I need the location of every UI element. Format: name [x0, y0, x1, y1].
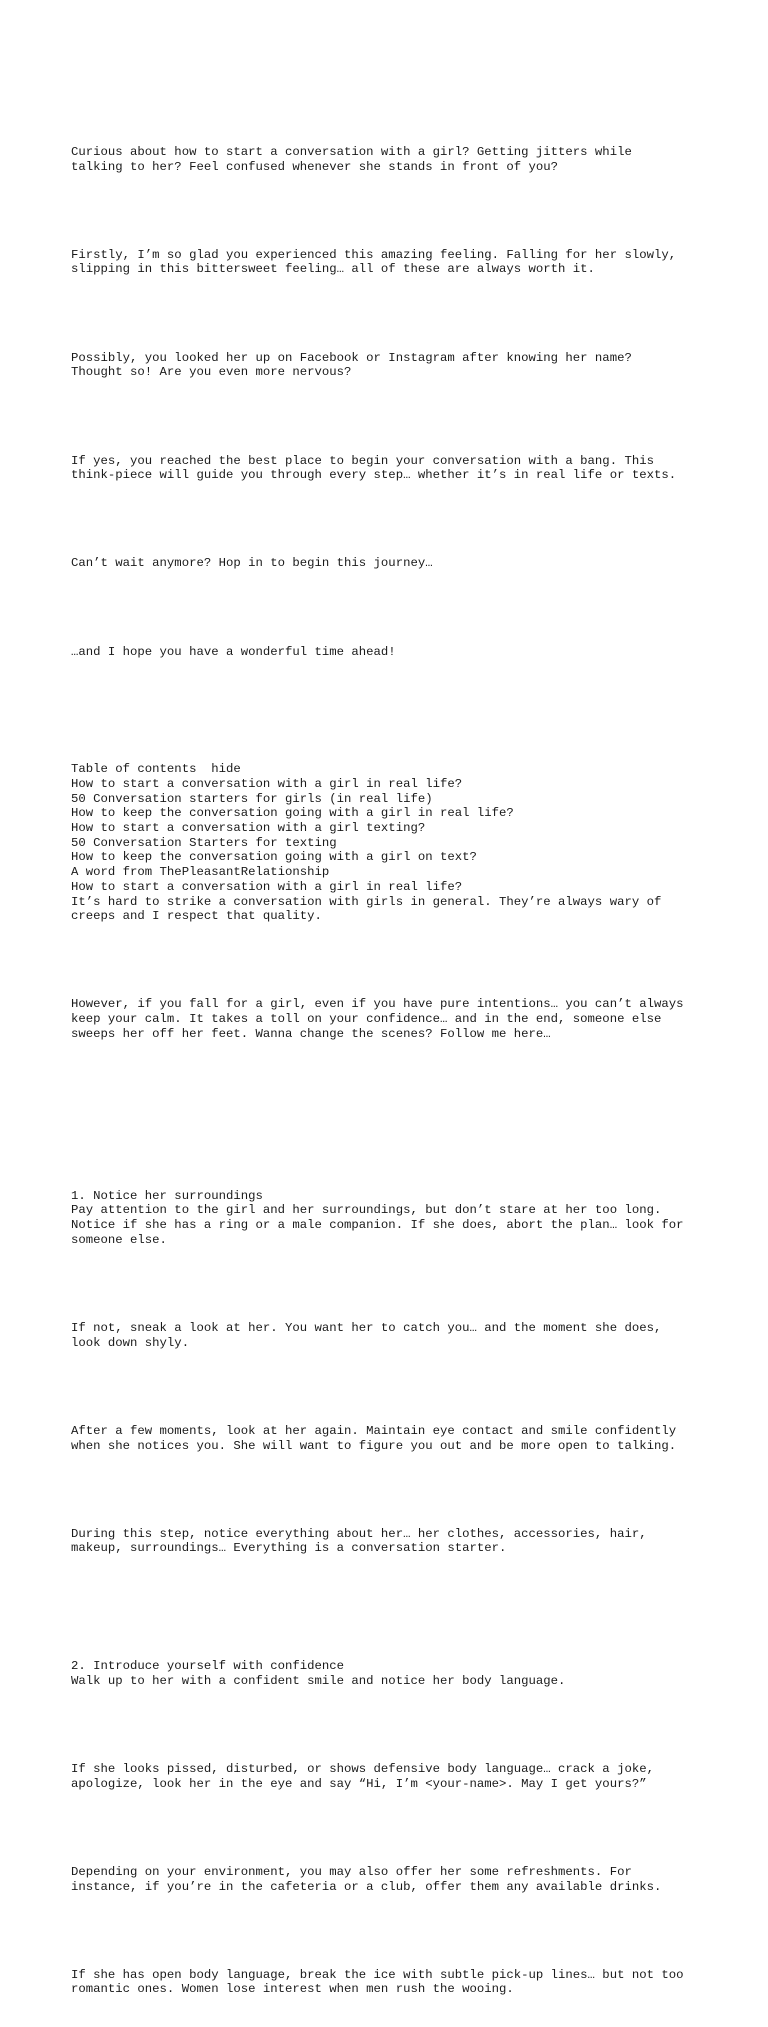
- toc-item[interactable]: A word from ThePleasantRelationship: [71, 865, 330, 880]
- text-line: someone else.: [71, 1232, 167, 1247]
- intro-paragraph: [71, 351, 731, 380]
- step-block: [71, 1189, 731, 1248]
- intro-paragraph: [71, 556, 731, 571]
- text-line: makeup, surroundings… Everything is a conversation starter.: [71, 1541, 507, 1556]
- text-line: Thought so! Are you even more nervous?: [71, 365, 352, 380]
- step-paragraph: [71, 1527, 731, 1556]
- text-line: If yes, you reached the best place to begin your conversation with a bang. This: [71, 453, 654, 468]
- text-line: After a few moments, look at her again. Maintain eye contact and smile confidently: [71, 1423, 677, 1438]
- intro-paragraph: [71, 645, 731, 660]
- step-paragraph: [71, 1968, 731, 1997]
- intro-paragraph: [71, 145, 731, 174]
- text-line: creeps and I respect that quality.: [71, 909, 322, 924]
- text-line: Walk up to her with a confident smile and notice her body language.: [71, 1673, 566, 1688]
- step-paragraph: [71, 1865, 731, 1894]
- text-line: If she has open body language, break the ice with subtle pick-up lines… but not too: [71, 1967, 684, 1982]
- toc-item[interactable]: How to keep the conversation going with a girl on text?: [71, 850, 477, 865]
- intro-paragraph: [71, 248, 731, 277]
- toc-item[interactable]: How to keep the conversation going with a girl in real life?: [71, 806, 514, 821]
- text-line: Pay attention to the girl and her surroundings, but don’t stare at her too long.: [71, 1203, 662, 1218]
- text-line: think-piece will guide you through every step… whether it’s in real life or texts.: [71, 468, 677, 483]
- text-line: talking to her? Feel confused whenever she stands in front of you?: [71, 159, 559, 174]
- toc-title: Table of contents hide: [71, 762, 241, 777]
- section-heading: How to start a conversation with a girl in real life?: [71, 879, 463, 894]
- text-line: romantic ones. Women lose interest when men rush the wooing.: [71, 1982, 514, 1997]
- toc-item[interactable]: How to start a conversation with a girl in real life?: [71, 776, 463, 791]
- text-line: slipping in this bittersweet feeling… all of these are always worth it.: [71, 262, 595, 277]
- step-paragraph: [71, 1762, 731, 1791]
- step-block: [71, 1659, 731, 1688]
- text-line: During this step, notice everything about her… her clothes, accessories, hair,: [71, 1526, 647, 1541]
- text-line: sweeps her off her feet. Wanna change the scenes? Follow me here…: [71, 1026, 551, 1041]
- text-line: …and I hope you have a wonderful time ahead!: [71, 644, 396, 659]
- text-line: If not, sneak a look at her. You want her to catch you… and the moment she does,: [71, 1320, 662, 1335]
- step-heading: 2. Introduce yourself with confidence: [71, 1659, 345, 1674]
- text-line: Notice if she has a ring or a male companion. If she does, abort the plan… look for: [71, 1218, 684, 1232]
- text-line: look down shyly.: [71, 1335, 190, 1350]
- section-paragraph: [71, 997, 731, 1041]
- text-line: when she notices you. She will want to figure you out and be more open to talking.: [71, 1438, 677, 1453]
- text-line: Depending on your environment, you may also offer her some refreshments. For: [71, 1864, 632, 1879]
- text-line: Can’t wait anymore? Hop in to begin this journey…: [71, 556, 433, 571]
- text-line: Possibly, you looked her up on Facebook or Instagram after knowing her name?: [71, 350, 632, 365]
- intro-paragraph: [71, 454, 731, 483]
- text-line: apologize, look her in the eye and say “Hi, I’m <your-name>. May I get yours?”: [71, 1776, 647, 1791]
- step-paragraph: [71, 1424, 731, 1453]
- step-heading: 1. Notice her surroundings: [71, 1188, 263, 1203]
- toc-item[interactable]: 50 Conversation Starters for texting: [71, 835, 337, 850]
- toc-item[interactable]: How to start a conversation with a girl texting?: [71, 821, 426, 836]
- article-body: [71, 86, 731, 2027]
- text-line: Curious about how to start a conversation with a girl? Getting jitters while: [71, 144, 632, 159]
- toc-item[interactable]: 50 Conversation starters for girls (in real life): [71, 791, 433, 806]
- text-line: However, if you fall for a girl, even if you have pure intentions… you can’t always: [71, 997, 684, 1012]
- text-line: instance, if you’re in the cafeteria or a club, offer them any available drinks.: [71, 1879, 662, 1894]
- table-of-contents: [71, 762, 731, 924]
- text-line: Firstly, I’m so glad you experienced this amazing feeling. Falling for her slowly,: [71, 247, 677, 262]
- step-paragraph: [71, 1321, 731, 1350]
- text-line: If she looks pissed, disturbed, or shows defensive body language… crack a joke,: [71, 1761, 654, 1776]
- text-line: It’s hard to strike a conversation with girls in general. They’re always wary of: [71, 894, 662, 909]
- text-line: keep your calm. It takes a toll on your confidence… and in the end, someone else: [71, 1012, 662, 1027]
